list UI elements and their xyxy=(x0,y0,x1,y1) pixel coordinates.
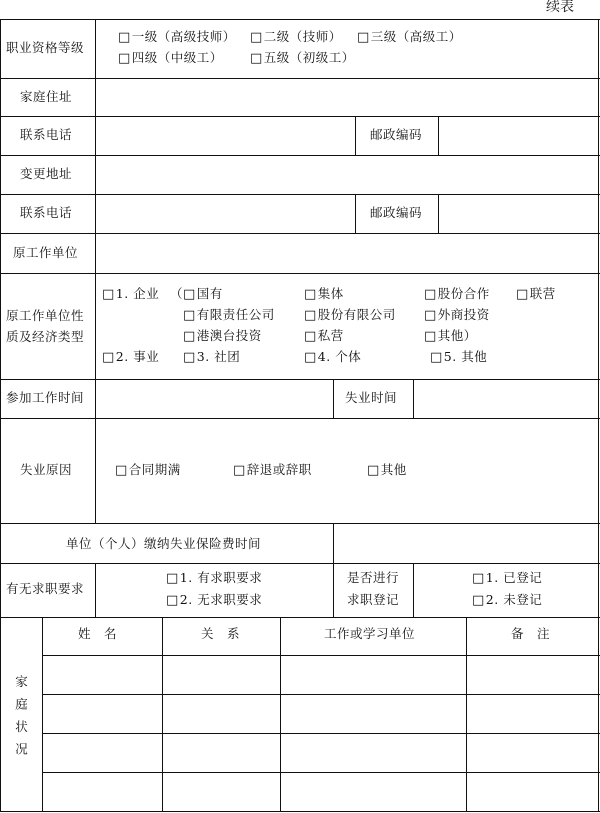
ownership-joint-stock-coop[interactable]: □ 股份合作 xyxy=(424,288,490,301)
employer-type-other[interactable]: □ 5. 其他 xyxy=(430,351,487,364)
changed-address-field[interactable] xyxy=(96,156,598,194)
employer-type-individual[interactable]: □ 4. 个体 xyxy=(304,351,361,364)
family-cell[interactable] xyxy=(43,656,162,694)
home-address-field[interactable] xyxy=(96,79,598,116)
vline xyxy=(0,19,1,812)
ownership-joint-stock-limited[interactable]: □ 股份有限公司 xyxy=(304,309,396,322)
home-address-label: 家庭住址 xyxy=(20,89,73,104)
vline xyxy=(333,563,334,617)
insurance-time-field[interactable] xyxy=(334,524,598,563)
phone-label-1: 联系电话 xyxy=(20,127,73,142)
hline xyxy=(0,273,600,274)
reason-dismissed-resigned[interactable]: □ 辞退或辞职 xyxy=(233,464,312,477)
vline xyxy=(355,116,356,155)
family-cell[interactable] xyxy=(467,734,598,772)
family-header-workplace: 工作或学习单位 xyxy=(324,626,416,641)
ownership-collective[interactable]: □ 集体 xyxy=(304,288,344,301)
postcode-field-1[interactable] xyxy=(439,117,598,155)
family-cell[interactable] xyxy=(467,773,598,811)
qualification-option-1[interactable]: □ 一级（高级技师） xyxy=(118,31,236,44)
unemployed-time-label: 失业时间 xyxy=(345,390,398,405)
family-cell[interactable] xyxy=(163,656,280,694)
family-cell[interactable] xyxy=(43,695,162,733)
family-header-relation: 关 系 xyxy=(201,626,241,641)
family-cell[interactable] xyxy=(163,734,280,772)
family-header-remarks: 备 注 xyxy=(511,626,551,641)
unemployment-reason-label: 失业原因 xyxy=(20,462,73,477)
family-cell[interactable] xyxy=(163,695,280,733)
ownership-foreign-investment[interactable]: □ 外商投资 xyxy=(424,309,490,322)
employer-type-enterprise[interactable]: □ 1. 企业 xyxy=(102,288,159,301)
ownership-state[interactable]: □ 国有 xyxy=(183,288,223,301)
family-cell[interactable] xyxy=(163,773,280,811)
vline xyxy=(333,379,334,418)
family-cell[interactable] xyxy=(43,773,162,811)
vline xyxy=(95,563,96,617)
family-cell[interactable] xyxy=(43,734,162,772)
unemployed-time-field[interactable] xyxy=(414,380,598,418)
employer-type-institution[interactable]: □ 2. 事业 xyxy=(102,351,159,364)
hline xyxy=(0,418,600,419)
registration-label-line2: 求职登记 xyxy=(347,592,400,607)
vline xyxy=(598,19,599,812)
insurance-time-label: 单位（个人）缴纳失业保险费时间 xyxy=(66,536,262,551)
changed-address-label: 变更地址 xyxy=(20,166,73,181)
postcode-field-2[interactable] xyxy=(439,195,598,233)
job-seeking-label: 有无求职要求 xyxy=(6,581,85,596)
vline xyxy=(355,194,356,233)
reason-other[interactable]: □ 其他 xyxy=(367,464,407,477)
vline xyxy=(413,563,414,617)
qualification-label: 职业资格等级 xyxy=(6,40,85,55)
employer-type-association[interactable]: □ 3. 社团 xyxy=(183,351,240,364)
postcode-label-1: 邮政编码 xyxy=(370,127,423,142)
phone-label-2: 联系电话 xyxy=(20,205,73,220)
former-employer-label: 原工作单位 xyxy=(13,245,79,260)
job-seeking-no[interactable]: □ 2. 无求职要求 xyxy=(166,594,262,607)
continued-mark: 续表 xyxy=(546,0,574,15)
ownership-hk-macao-taiwan[interactable]: □ 港澳台投资 xyxy=(183,330,262,343)
postcode-label-2: 邮政编码 xyxy=(370,205,423,220)
family-cell[interactable] xyxy=(467,656,598,694)
reason-contract-expired[interactable]: □ 合同期满 xyxy=(115,464,181,477)
family-cell[interactable] xyxy=(281,734,466,772)
hline xyxy=(0,811,600,812)
qualification-option-3[interactable]: □ 三级（高级工） xyxy=(357,31,462,44)
ownership-other[interactable]: □ 其他） xyxy=(424,330,477,343)
phone-field-1[interactable] xyxy=(96,117,355,155)
employer-type-label-line1: 原工作单位性 xyxy=(6,308,85,323)
registered-no[interactable]: □ 2. 未登记 xyxy=(472,594,542,607)
ownership-joint-venture[interactable]: □ 联营 xyxy=(516,288,556,301)
hline xyxy=(0,617,600,618)
qualification-option-2[interactable]: □ 二级（技师） xyxy=(250,31,342,44)
family-header-name: 姓 名 xyxy=(78,626,118,641)
hline xyxy=(0,19,600,20)
qualification-option-5[interactable]: □ 五级（初级工） xyxy=(250,52,355,65)
family-cell[interactable] xyxy=(467,695,598,733)
phone-field-2[interactable] xyxy=(96,195,355,233)
ownership-private[interactable]: □ 私营 xyxy=(304,330,344,343)
job-seeking-yes[interactable]: □ 1. 有求职要求 xyxy=(166,572,262,585)
former-employer-field[interactable] xyxy=(96,234,598,273)
family-cell[interactable] xyxy=(281,695,466,733)
registered-yes[interactable]: □ 1. 已登记 xyxy=(472,572,542,585)
work-start-field[interactable] xyxy=(96,380,333,418)
registration-label-line1: 是否进行 xyxy=(347,570,400,585)
work-start-label: 参加工作时间 xyxy=(6,390,85,405)
employer-type-label-line2: 质及经济类型 xyxy=(6,329,85,344)
qualification-option-4[interactable]: □ 四级（中级工） xyxy=(118,52,223,65)
family-cell[interactable] xyxy=(281,773,466,811)
family-side-label: 家庭状况 xyxy=(13,675,29,765)
family-cell[interactable] xyxy=(281,656,466,694)
ownership-limited-liability[interactable]: □ 有限责任公司 xyxy=(183,309,275,322)
hline xyxy=(0,563,600,564)
open-paren: （ xyxy=(170,286,184,301)
